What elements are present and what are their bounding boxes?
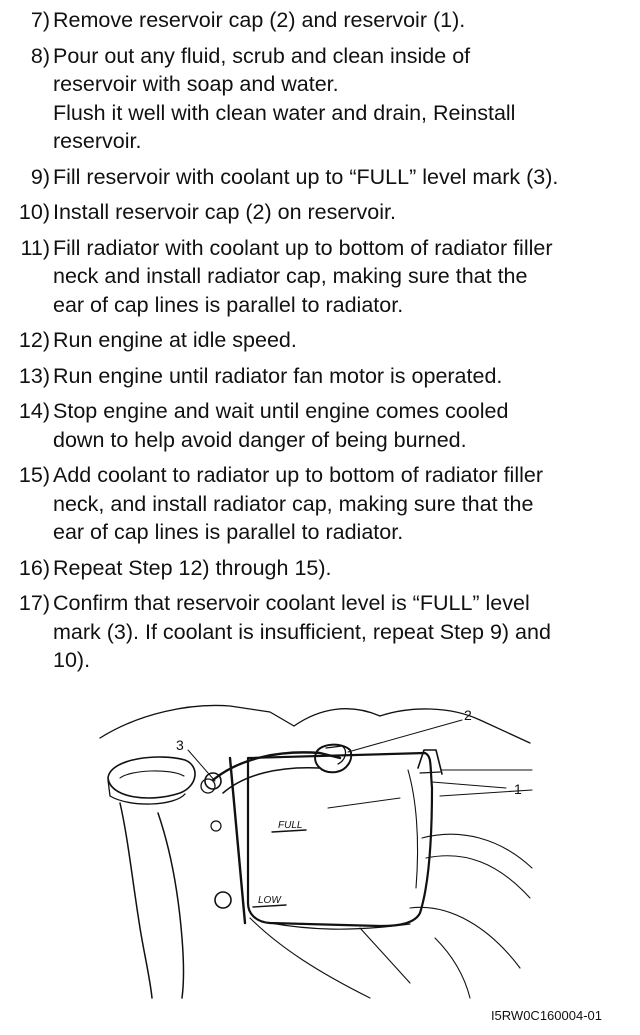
step-text: reservoir. bbox=[53, 129, 142, 153]
step-number: 11) bbox=[20, 235, 50, 260]
step-16 bbox=[0, 554, 630, 583]
step-text: Install reservoir cap (2) on reservoir. bbox=[53, 200, 396, 224]
left-hose bbox=[120, 803, 152, 998]
body-outline bbox=[100, 705, 294, 738]
body-outline bbox=[410, 907, 520, 968]
step-text: neck and install radiator cap, making sure that the bbox=[53, 264, 528, 288]
step-text: Fill reservoir with coolant up to “FULL” level mark (3). bbox=[53, 164, 559, 189]
leader-line bbox=[432, 782, 506, 788]
step-number: 14) bbox=[18, 399, 50, 423]
step-text: Stop engine and wait until engine comes cooled bbox=[53, 399, 509, 423]
procedure-steps bbox=[0, 6, 630, 682]
step-text: Fill radiator with coolant up to bottom of radiator filler bbox=[53, 235, 553, 260]
step-number: 8) bbox=[30, 43, 50, 68]
body-outline bbox=[435, 938, 470, 998]
body-outline bbox=[422, 834, 532, 868]
body-outline bbox=[360, 928, 410, 983]
step-text: ear of cap lines is parallel to radiator. bbox=[53, 292, 404, 317]
reservoir-tank bbox=[328, 798, 400, 808]
step-number: 9) bbox=[30, 164, 50, 189]
callout-3: 3 bbox=[176, 737, 184, 753]
step-text: Add coolant to radiator up to bottom of radiator filler bbox=[53, 463, 543, 487]
full-level-mark: FULL bbox=[278, 820, 303, 831]
step-number: 13) bbox=[18, 363, 50, 388]
leader-line bbox=[348, 720, 462, 752]
step-15 bbox=[0, 461, 630, 547]
step-text: mark (3). If coolant is insufficient, repeat Step 9) and bbox=[53, 619, 551, 644]
step-number: 10) bbox=[18, 200, 50, 224]
step-text: 10). bbox=[53, 648, 91, 672]
step-text: reservoir with soap and water. bbox=[53, 72, 339, 96]
step-text: Pour out any fluid, scrub and clean inside of bbox=[53, 43, 471, 68]
step-8 bbox=[0, 42, 630, 156]
step-7 bbox=[0, 6, 630, 35]
step-text: Run engine at idle speed. bbox=[53, 328, 297, 352]
reservoir-neck bbox=[223, 768, 320, 793]
reservoir-tank bbox=[408, 770, 418, 888]
body-outline bbox=[294, 709, 380, 726]
step-13 bbox=[0, 362, 630, 391]
step-17 bbox=[0, 589, 630, 675]
left-hose bbox=[158, 813, 184, 998]
reservoir-cap bbox=[315, 745, 351, 773]
step-text: Remove reservoir cap (2) and reservoir (1). bbox=[53, 8, 466, 32]
step-text: ear of cap lines is parallel to radiator. bbox=[53, 520, 404, 544]
step-number: 12) bbox=[18, 328, 50, 352]
step-text: Run engine until radiator fan motor is operated. bbox=[53, 363, 503, 388]
step-11 bbox=[0, 234, 630, 320]
step-number: 15) bbox=[18, 463, 50, 487]
body-outline bbox=[380, 709, 530, 743]
step-number: 17) bbox=[18, 591, 50, 615]
reservoir-illustration bbox=[80, 698, 540, 1003]
step-text: Flush it well with clean water and drain, Reinstall bbox=[53, 100, 516, 125]
figure-id: I5RW0C160004-01 bbox=[490, 1008, 602, 1023]
low-level-mark: LOW bbox=[258, 895, 281, 906]
step-number: 7) bbox=[30, 8, 50, 32]
mounting-bolt bbox=[215, 892, 231, 908]
step-text: Confirm that reservoir coolant level is “FULL” level bbox=[53, 591, 530, 615]
body-outline bbox=[250, 918, 370, 998]
step-14 bbox=[0, 397, 630, 454]
step-9 bbox=[0, 163, 630, 192]
step-12 bbox=[0, 326, 630, 355]
step-10 bbox=[0, 198, 630, 227]
step-number: 16) bbox=[18, 555, 50, 580]
step-text: down to help avoid danger of being burned. bbox=[53, 427, 467, 452]
fastener bbox=[211, 821, 221, 831]
step-text: neck, and install radiator cap, making sure that the bbox=[53, 491, 534, 516]
body-outline bbox=[426, 856, 530, 898]
callout-2: 2 bbox=[464, 707, 472, 723]
step-text: Repeat Step 12) through 15). bbox=[53, 555, 332, 580]
mounting-bracket bbox=[420, 772, 440, 773]
callout-1: 1 bbox=[514, 781, 522, 797]
radiator-cap bbox=[120, 771, 184, 778]
